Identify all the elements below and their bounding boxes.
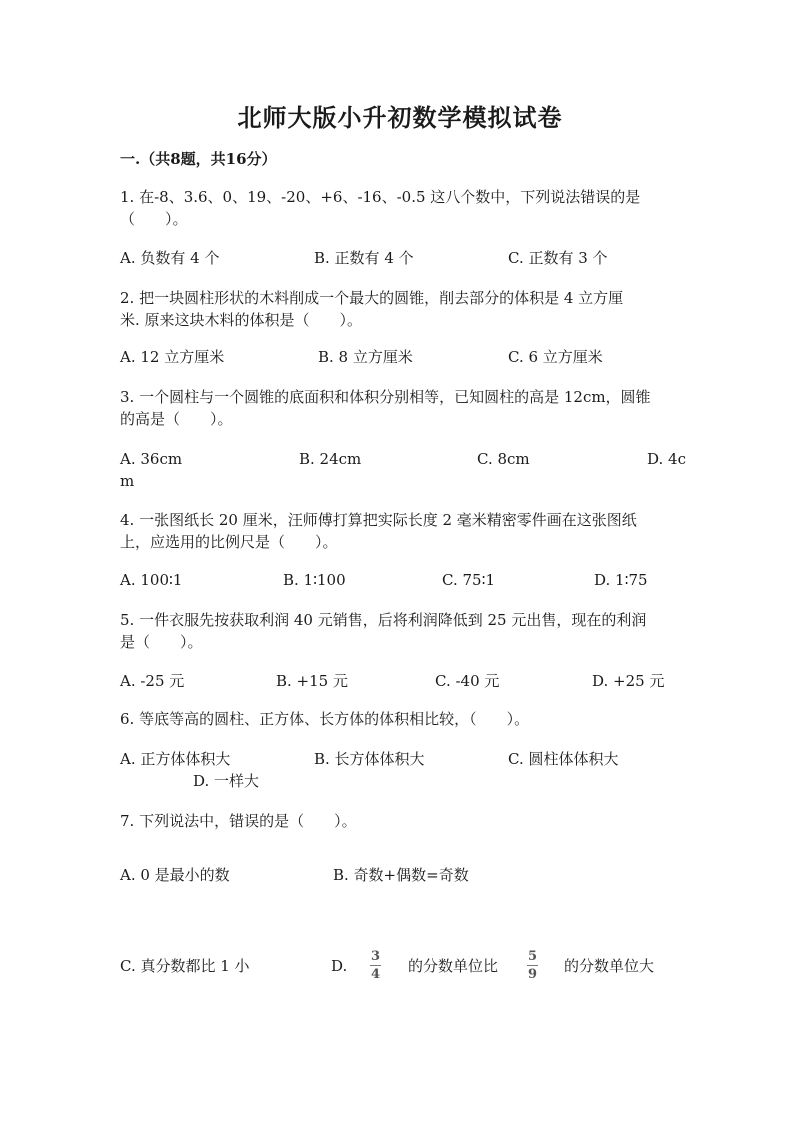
fraction-numerator: 5 [527, 949, 538, 964]
question-2-option-b: B. 8 立方厘米 [318, 348, 413, 366]
question-3-option-d-wrap: m [120, 472, 135, 490]
question-2-option-a: A. 12 立方厘米 [120, 348, 225, 366]
fraction-bar [370, 965, 381, 966]
question-2-option-c: C. 6 立方厘米 [508, 348, 603, 366]
question-2-line-2: 米. 原来这块木料的体积是（ ）。 [120, 311, 363, 329]
question-6-option-a: A. 正方体体积大 [120, 750, 231, 768]
question-6-option-b: B. 长方体体积大 [314, 750, 425, 768]
question-3-line-2: 的高是（ ）。 [120, 410, 233, 428]
question-5-line-1: 5. 一件衣服先按获取利润 40 元销售，后将利润降低到 25 元出售，现在的利润 [120, 611, 647, 629]
question-3-option-a: A. 36cm [120, 450, 183, 468]
question-5-option-c: C. -40 元 [435, 672, 500, 690]
question-5-option-d: D. +25 元 [592, 672, 665, 690]
fraction-three-fourths [370, 949, 381, 982]
question-3-option-d: D. 4c [647, 450, 686, 468]
question-7-line-1: 7. 下列说法中，错误的是（ ）。 [120, 812, 357, 830]
question-1-option-a: A. 负数有 4 个 [120, 249, 220, 267]
question-1-line-2: （ ）。 [120, 210, 188, 228]
question-3-option-b: B. 24cm [299, 450, 362, 468]
question-1-option-c: C. 正数有 3 个 [508, 249, 608, 267]
question-4-option-d: D. 1∶75 [594, 571, 648, 589]
question-3-line-1: 3. 一个圆柱与一个圆锥的底面积和体积分别相等，已知圆柱的高是 12cm，圆锥 [120, 388, 651, 406]
page-title: 北师大版小升初数学模拟试卷 [237, 103, 563, 132]
question-6-line-1: 6. 等底等高的圆柱、正方体、长方体的体积相比较，（ ）。 [120, 710, 530, 728]
fraction-numerator: 3 [370, 949, 381, 964]
question-5-option-a: A. -25 元 [120, 672, 185, 690]
fraction-denominator: 4 [370, 967, 381, 982]
question-4-option-b: B. 1∶100 [283, 571, 346, 589]
question-3-option-c: C. 8cm [477, 450, 530, 468]
fraction-bar [527, 965, 538, 966]
question-7-option-a: A. 0 是最小的数 [120, 866, 230, 884]
question-4-option-a: A. 100∶1 [120, 571, 183, 589]
question-4-option-c: C. 75∶1 [442, 571, 496, 589]
question-4-line-2: 上，应选用的比例尺是（ ）。 [120, 533, 338, 551]
question-2-line-1: 2. 把一块圆柱形状的木料削成一个最大的圆锥，削去部分的体积是 4 立方厘 [120, 289, 624, 307]
question-1-line-1: 1. 在-8、3.6、0、19、-20、+6、-16、-0.5 这八个数中，下列说法错误的是 [120, 188, 641, 206]
question-7-option-b: B. 奇数+偶数=奇数 [333, 866, 469, 884]
question-7-option-d-text-2: 的分数单位大 [564, 957, 655, 975]
question-6-option-d: D. 一样大 [193, 772, 260, 790]
question-7-option-d-label: D. [331, 957, 348, 975]
fraction-denominator: 9 [527, 967, 538, 982]
section-heading: 一.（共8题，共16分） [120, 150, 277, 168]
question-5-line-2: 是（ ）。 [120, 633, 203, 651]
fraction-five-ninths [527, 949, 538, 982]
question-5-option-b: B. +15 元 [276, 672, 348, 690]
question-7-option-c: C. 真分数都比 1 小 [120, 957, 250, 975]
question-4-line-1: 4. 一张图纸长 20 厘米，汪师傅打算把实际长度 2 毫米精密零件画在这张图纸 [120, 511, 637, 529]
question-6-option-c: C. 圆柱体体积大 [508, 750, 619, 768]
question-7-option-d-text-1: 的分数单位比 [408, 957, 499, 975]
question-1-option-b: B. 正数有 4 个 [314, 249, 414, 267]
